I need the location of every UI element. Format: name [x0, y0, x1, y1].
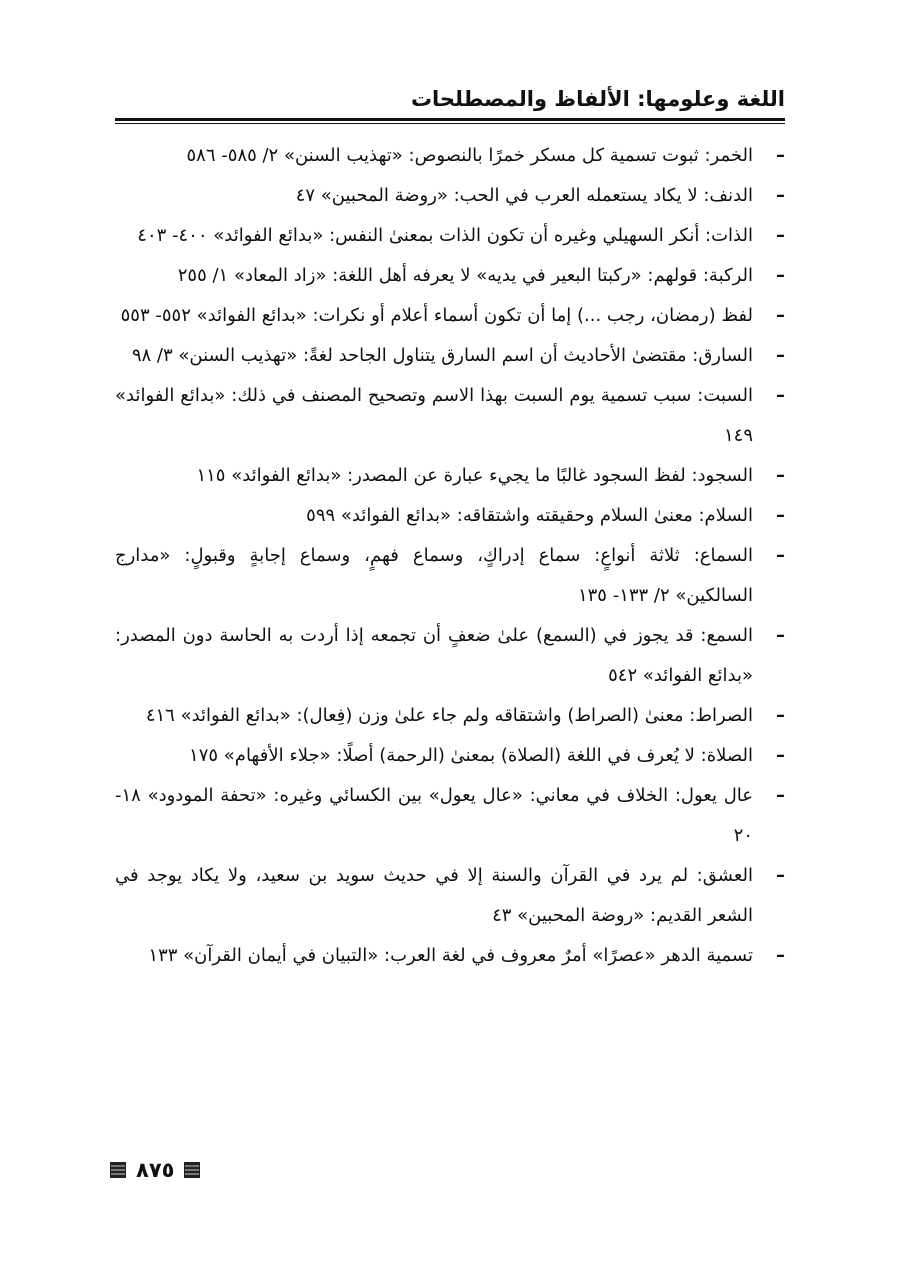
list-item [115, 216, 785, 256]
list-item [115, 776, 785, 856]
entry-text: عال يعول: الخلاف في معاني: «عال يعول» بين الكسائي وغيره: «تحفة المودود» ١٨- ٢٠ [115, 785, 753, 846]
list-item [115, 376, 785, 456]
list-item [115, 176, 785, 216]
page-number: ٨٧٥ [136, 1158, 175, 1182]
dash-marker: – [776, 785, 785, 806]
dash-marker: – [776, 945, 785, 966]
entry-text: الصراط: معنىٰ (الصراط) واشتقاقه ولم جاء علىٰ وزن (فِعال): «بدائع الفوائد» ٤١٦ [145, 705, 753, 726]
list-item [115, 616, 785, 696]
dash-marker: – [776, 185, 785, 206]
dash-marker: – [776, 705, 785, 726]
dash-marker: – [776, 465, 785, 486]
dash-marker: – [776, 145, 785, 166]
list-item [115, 256, 785, 296]
list-item [115, 856, 785, 936]
list-item [115, 536, 785, 616]
entry-text: الصلاة: لا يُعرف في اللغة (الصلاة) بمعنىٰ (الرحمة) أصلًا: «جلاء الأفهام» ١٧٥ [189, 745, 753, 766]
dash-marker: – [776, 385, 785, 406]
dash-marker: – [776, 865, 785, 886]
list-item [115, 496, 785, 536]
dash-marker: – [776, 505, 785, 526]
entry-text: السماع: ثلاثة أنواعٍ: سماع إدراكٍ، وسماع فهمٍ، وسماع إجابةٍ وقبولٍ: «مدارج السالكين» ٢/ ١٣٣- ١٣٥ [115, 545, 753, 606]
running-title: اللغة وعلومها: الألفاظ والمصطلحات [410, 87, 785, 111]
entry-text: العشق: لم يرد في القرآن والسنة إلا في حديث سويد بن سعيد، ولا يكاد يوجد في الشعر القديم: «روضة المحبين» ٤٣ [115, 865, 753, 926]
dash-marker: – [776, 545, 785, 566]
entry-text: الدنف: لا يكاد يستعمله العرب في الحب: «روضة المحبين» ٤٧ [295, 185, 753, 206]
dash-marker: – [776, 745, 785, 766]
list-item [115, 456, 785, 496]
entry-list [115, 136, 785, 976]
entry-text: تسمية الدهر «عصرًا» أمرٌ معروف في لغة العرب: «التبيان في أيمان القرآن» ١٣٣ [148, 945, 753, 966]
list-item [115, 136, 785, 176]
list-item [115, 936, 785, 976]
square-ornament-icon [184, 1162, 200, 1178]
header-rule-thick [115, 118, 785, 121]
entry-text: السمع: قد يجوز في (السمع) علىٰ ضعفٍ أن تجمعه إذا أردت به الحاسة دون المصدر: «بدائع الفوائد» ٥٤٢ [115, 625, 753, 686]
dash-marker: – [776, 625, 785, 646]
list-item [115, 736, 785, 776]
dash-marker: – [776, 265, 785, 286]
list-item [115, 296, 785, 336]
list-item [115, 336, 785, 376]
entry-text: الركبة: قولهم: «ركبتا البعير في يديه» لا يعرفه أهل اللغة: «زاد المعاد» ١/ ٢٥٥ [177, 265, 753, 286]
square-ornament-icon [110, 1162, 126, 1178]
entry-text: السلام: معنىٰ السلام وحقيقته واشتقاقه: «بدائع الفوائد» ٥٩٩ [306, 505, 753, 526]
dash-marker: – [776, 225, 785, 246]
dash-marker: – [776, 345, 785, 366]
page-footer [110, 1158, 200, 1182]
dash-marker: – [776, 305, 785, 326]
header-rule-thin [115, 123, 785, 124]
entry-text: السارق: مقتضىٰ الأحاديث أن اسم السارق يتناول الجاحد لغةً: «تهذيب السنن» ٣/ ٩٨ [131, 345, 753, 366]
list-item [115, 696, 785, 736]
entry-text: الذات: أنكر السهيلي وغيره أن تكون الذات بمعنىٰ النفس: «بدائع الفوائد» ٤٠٠- ٤٠٣ [137, 225, 753, 246]
page-header [115, 84, 785, 124]
entry-text: الخمر: ثبوت تسمية كل مسكر خمرًا بالنصوص: «تهذيب السنن» ٢/ ٥٨٥- ٥٨٦ [186, 145, 753, 166]
entry-text: لفظ (رمضان، رجب ...) إما أن تكون أسماء أعلام أو نكرات: «بدائع الفوائد» ٥٥٢- ٥٥٣ [120, 305, 753, 326]
entry-text: السجود: لفظ السجود غالبًا ما يجيء عبارة عن المصدر: «بدائع الفوائد» ١١٥ [196, 465, 753, 486]
entry-text: السبت: سبب تسمية يوم السبت بهذا الاسم وتصحيح المصنف في ذلك: «بدائع الفوائد» ١٤٩ [115, 385, 753, 446]
